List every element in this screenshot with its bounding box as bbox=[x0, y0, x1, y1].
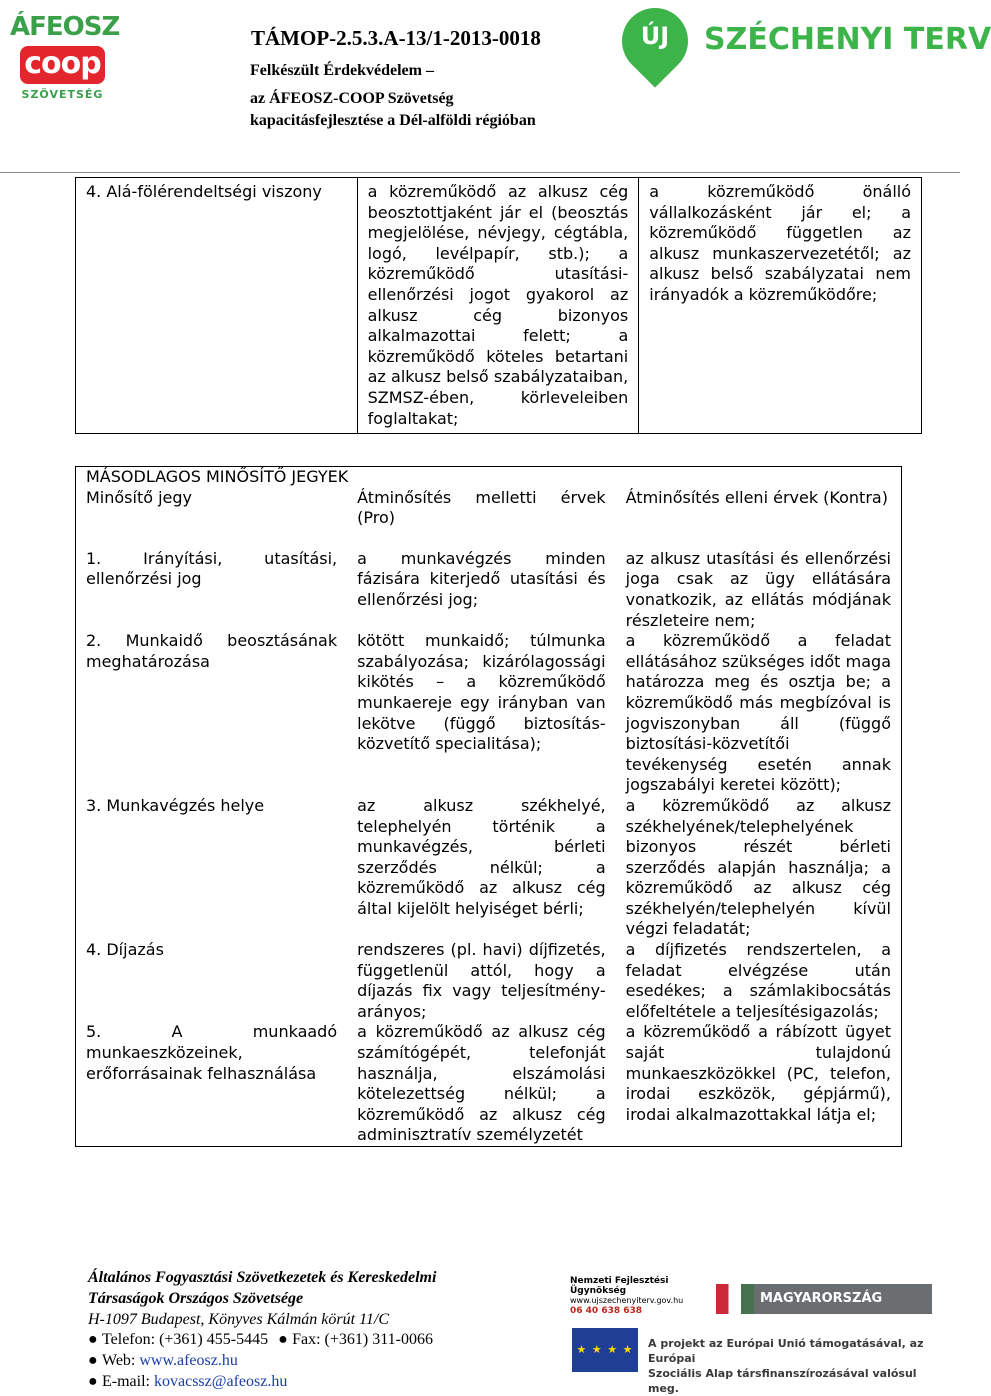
table-row bbox=[76, 940, 902, 1022]
header-criterion: Minősítő jegy bbox=[76, 488, 348, 529]
row-contra: a közreműködő a feladat ellátásához szükséges időt maga határozza meg és osztja be; a közreműködő más megbízóval is jogviszonyban áll (függő biztosítási-közvetítői tevékenység esetén annak jogszabályi keretei között); bbox=[616, 631, 902, 796]
row-criterion: 5. A munkaadó munkaeszközeinek, erőforrásainak felhasználása bbox=[76, 1022, 348, 1146]
header-line-2: az ÁFEOSZ-COOP Szövetség bbox=[250, 90, 454, 107]
bullet-icon: ● bbox=[278, 1331, 288, 1349]
nfu-name: Nemzeti Fejlesztési Ügynökség bbox=[570, 1276, 669, 1296]
row-criterion: 4. Díjazás bbox=[76, 940, 348, 1022]
uj-szechenyi-terv-logo bbox=[622, 8, 991, 88]
row-contra: a díjfizetés rendszertelen, a feladat elvégzése után esedékes; a számlakibocsátás előfeltétele a teljesítésigazolás; bbox=[616, 940, 902, 1022]
project-code: TÁMOP-2.5.3.A-13/1-2013-0018 bbox=[251, 26, 541, 50]
afeosz-coop-logo bbox=[10, 12, 120, 104]
footer-email-label: E-mail: bbox=[102, 1372, 150, 1390]
header-text-block bbox=[250, 24, 610, 132]
logo-top-text: ÁFEOSZ bbox=[10, 12, 120, 42]
row-criterion: 1. Irányítási, utasítási, ellenőrzési jog bbox=[76, 549, 348, 631]
table-row bbox=[76, 796, 902, 940]
row-criterion: 4. Alá-fölérendeltségi viszony bbox=[76, 178, 358, 434]
row-contra: az alkusz utasítási és ellenőrzési joga csak az ügy ellátására vonatkozik, az ellátás módjának részleteire nem; bbox=[616, 549, 902, 631]
row-pro: az alkusz székhelyé, telephelyén történik a munkavégzés, bérleti szerződés nélkül; a közreműködő az alkusz cég által kijelölt helyiséget bérli; bbox=[357, 795, 606, 918]
magyarorszag-megujul-logo bbox=[716, 1284, 932, 1336]
table-secondary-criteria bbox=[75, 466, 902, 1147]
row-pro: a munkavégzés minden fázisára kiterjedő utasítási és ellenőrzési jog; bbox=[357, 548, 606, 609]
logo-pin-text: ÚJ bbox=[640, 22, 670, 50]
magyar-label: MAGYARORSZÁG MEGÚJUL bbox=[760, 1291, 883, 1336]
header-pro: Átminősítés melletti érvek (Pro) bbox=[357, 487, 606, 528]
footer-web-label: Web: bbox=[102, 1352, 136, 1370]
footer-logos bbox=[566, 1272, 938, 1395]
row-pro: rendszeres (pl. havi) díjfizetés, függetlenül attól, hogy a díjazás fix vagy teljesítmény-arányos; bbox=[357, 940, 606, 1021]
table-row bbox=[76, 178, 922, 434]
row-criterion: 3. Munkavégzés helye bbox=[76, 796, 348, 940]
eu-funding-text bbox=[648, 1336, 938, 1396]
logo-brand-text: SZÉCHENYI TERV bbox=[704, 22, 991, 57]
footer-phone-line bbox=[88, 1330, 508, 1351]
footer-contact bbox=[88, 1268, 508, 1393]
nfu-web: www.ujszechenyiterv.gov.hu bbox=[570, 1296, 684, 1305]
row-pro: a közreműködő az alkusz cég beosztottjaként jár el (beosztás megjelölése, névjegy, cégtábla, logó, levélpapír, stb.); a közreműködő utasítási-ellenőrzési jogot gyakorol az alkusz cég bizonyos alkalmazottai felett; a közreműködő köteles betartani az alkusz belső szabályzataiban, SZMSZ-ében, körleveleiben foglaltakat; bbox=[357, 178, 639, 434]
eu-stars-icon: ★ ★ ★ ★ bbox=[576, 1343, 634, 1356]
footer-web-link[interactable]: www.afeosz.hu bbox=[139, 1352, 238, 1370]
table-row bbox=[76, 549, 902, 631]
footer-org-line-2: Társaságok Országos Szövetsége bbox=[88, 1289, 304, 1307]
row-contra: a közreműködő a rábízott ügyet saját tulajdonú munkaeszközökkel (PC, telefon, irodai eszközök, gépjármű), irodai alkalmazottakkal látja el; bbox=[616, 1022, 902, 1146]
spacer-row bbox=[76, 529, 902, 549]
row-criterion: 2. Munkaidő beosztásának meghatározása bbox=[76, 631, 348, 796]
row-pro: kötött munkaidő; túlmunka szabályozása; kizárólagossági kikötés – a közreműködő munkaereje egy irányban van lekötve (függő biztosítás-közvetítő specialitása); bbox=[357, 631, 606, 754]
header-divider bbox=[0, 172, 960, 173]
eu-text-line-1: A projekt az Európai Unió támogatásával, az Európai bbox=[648, 1337, 924, 1365]
table-header-row bbox=[76, 488, 902, 529]
nfu-logo bbox=[570, 1276, 710, 1316]
bullet-icon: ● bbox=[88, 1372, 98, 1390]
footer-web-line bbox=[88, 1351, 508, 1372]
footer-phone: Telefon: (+361) 455-5445 bbox=[102, 1331, 269, 1349]
page-header bbox=[0, 0, 991, 170]
hungarian-flag-icon bbox=[716, 1284, 754, 1314]
logo-bottom-text: SZÖVETSÉG bbox=[21, 88, 104, 101]
footer-address: H-1097 Budapest, Könyves Kálmán körút 11/C bbox=[88, 1310, 390, 1328]
bullet-icon: ● bbox=[88, 1331, 98, 1349]
eu-text-line-2: Szociális Alap társfinanszírozásával valósul meg. bbox=[648, 1367, 917, 1395]
header-line-3: kapacitásfejlesztése a Dél-alföldi régióban bbox=[250, 112, 536, 129]
table-row bbox=[76, 1022, 902, 1146]
eu-flag-icon bbox=[572, 1328, 638, 1372]
row-contra: a közreműködő önálló vállalkozásként jár el; a közreműködő független az alkusz munkaszervezetétől; az alkusz belső szabályzatai nem irányadók a közreműködőre; bbox=[639, 178, 922, 434]
table-title-row bbox=[76, 467, 902, 488]
row-contra: a közreműködő az alkusz székhelyének/telephelyének bizonyos részét bérleti szerződés alapján használja; a közreműködő az alkusz cég székhelyén/telephelyén kívül végzi feladatát; bbox=[616, 796, 902, 940]
table-row bbox=[76, 631, 902, 796]
nfu-tel: 06 40 638 638 bbox=[570, 1306, 643, 1316]
table-title: MÁSODLAGOS MINŐSÍTŐ JEGYEK bbox=[76, 467, 902, 488]
footer-fax: Fax: (+361) 311-0066 bbox=[292, 1331, 433, 1349]
table-primary-continuation bbox=[75, 177, 922, 434]
header-line-1: Felkészült Érdekvédelem – bbox=[250, 62, 434, 79]
footer-email-link[interactable]: kovacssz@afeosz.hu bbox=[153, 1372, 288, 1390]
footer-org-line-1: Általános Fogyasztási Szövetkezetek és Kereskedelmi bbox=[88, 1269, 437, 1286]
logo-coop-text: coop bbox=[20, 46, 105, 84]
header-contra: Átminősítés elleni érvek (Kontra) bbox=[616, 488, 902, 529]
row-pro: a közreműködő az alkusz cég számítógépét, telefonját használja, elszámolási kötelezettség nélkül; a közreműködő az alkusz cég adminisztratív személyzetét bbox=[347, 1022, 616, 1146]
bullet-icon: ● bbox=[88, 1352, 98, 1370]
footer-email-line bbox=[88, 1372, 508, 1393]
